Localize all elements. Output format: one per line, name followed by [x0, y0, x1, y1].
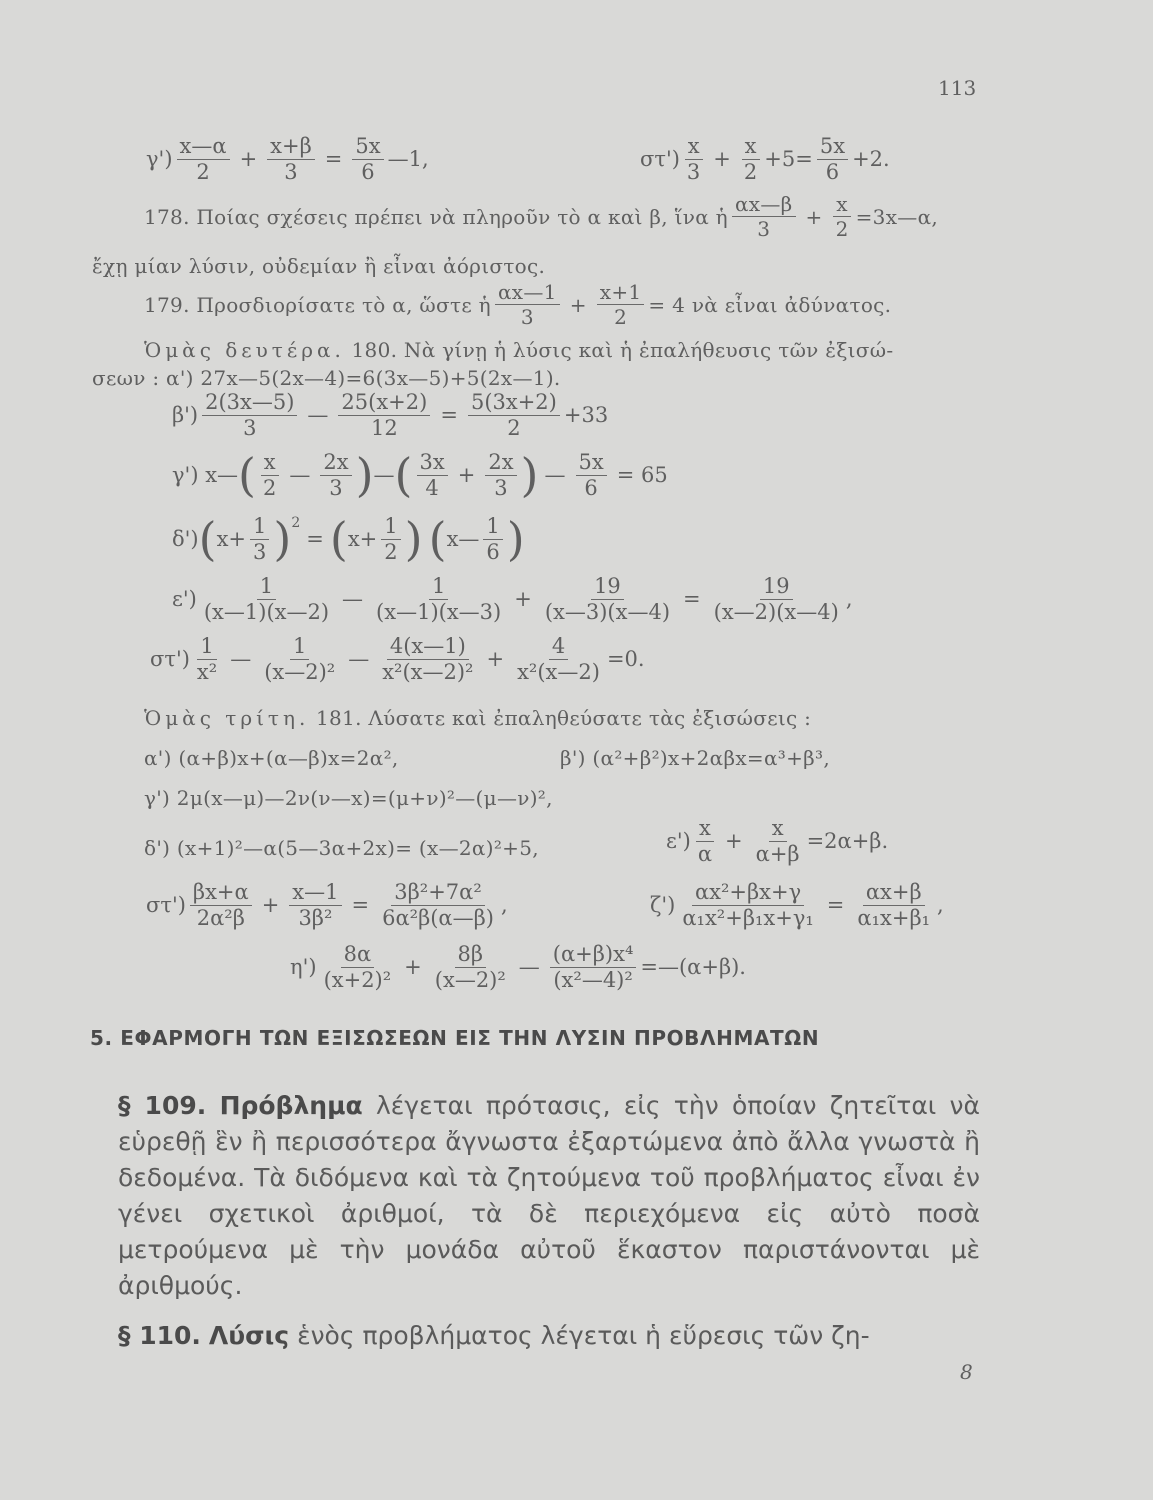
fraction: $\frac{1}{6}$	[483, 516, 502, 563]
section-number: § 110.	[118, 1321, 201, 1350]
fraction: $\frac{1}{\text{(x—2)²}}$	[264, 634, 336, 684]
paragraph-110: § 110. Λύσις ἑνὸς προβλήματος λέγεται ἡ εὕρεσις τῶν ζη-	[118, 1321, 870, 1350]
fraction: $\frac{2x}{3}$	[320, 452, 351, 499]
fraction: $\frac{5x}{6}$	[576, 452, 607, 499]
equation-181-epsilon: ε') $\frac{x}{\alpha}$ + $\frac{x}{\alpha+\beta}$ =2α+β.	[666, 816, 889, 866]
fraction: $\frac{19}{(x—3)(x—4)}$	[544, 574, 671, 624]
defined-term: Λύσις	[208, 1321, 290, 1350]
exercise-178: 178. Ποίας σχέσεις πρέπει νὰ πληροῦν τὸ α καὶ β, ἵνα ἡ $\frac{\alpha x—\beta}{3}$ + $\frac{x}{2}$ =3x—α,	[144, 192, 939, 241]
section-heading: 5. ΕΦΑΡΜΟΓΗ ΤΩΝ ΕΞΙΣΩΣΕΩΝ ΕΙΣ ΤΗΝ ΛΥΣΙΝ ΠΡΟΒΛΗΜΑΤΩΝ	[90, 1026, 820, 1050]
equation-181-delta: δ') (x+1)²—α(5—3α+2x)= (x—2α)²+5,	[144, 836, 539, 860]
equation-181-alpha: α') (α+β)x+(α—β)x=2α²,	[144, 746, 399, 770]
fraction: $\frac{\beta x+\alpha}{\text{2α²β}}$	[190, 882, 252, 929]
equation-180-delta: δ') ( x+ $\frac{1}{3}$ ) $^2$ = ( x+ $\frac{1}{2}$ ) ( x— $\frac{1}{6}$ )	[172, 512, 525, 567]
fraction: $\frac{8\alpha}{\text{(x+2)²}}$	[323, 942, 392, 992]
fraction: $\frac{x—1}{\text{3β²}}$	[289, 882, 341, 929]
fraction: $\frac{x}{2}$	[260, 452, 279, 499]
equation-180-sigmatau: στ') $\frac{1}{\text{x²}}$ — $\frac{1}{\text{(x—2)²}}$ — $\frac{4(x—1)}{\text{x²(x—2)²}}$ + $\frac{4}{\text{x²(x—2)}}$ =0.	[150, 634, 645, 684]
fraction: $\frac{4(x—1)}{\text{x²(x—2)²}}$	[382, 634, 474, 684]
fraction: $\frac{1}{(x—1)(x—2)}$	[203, 574, 330, 624]
fraction: $\frac{5(3x+2)}{2}$	[468, 392, 560, 439]
defined-term: Πρόβλημα	[219, 1091, 363, 1120]
group-2-line2: σεων : α') 27x—5(2x—4)=6(3x—5)+5(2x—1).	[92, 366, 561, 390]
fraction: $\frac{1}{2}$	[381, 516, 400, 563]
section-number: § 109.	[118, 1091, 207, 1120]
fraction: $\frac{4}{\text{x²(x—2)}}$	[517, 634, 600, 684]
fraction: $\frac{2x}{3}$	[485, 452, 516, 499]
fraction: $\frac{1}{3}$	[250, 516, 269, 563]
fraction: $\frac{5x}{6}$	[817, 136, 848, 183]
equation-180-epsilon: ε') $\frac{1}{(x—1)(x—2)}$ — $\frac{1}{(x—1)(x—3)}$ + $\frac{19}{(x—3)(x—4)}$ = $\frac{19}{(x—2)(x—4)}$ ,	[172, 574, 853, 624]
fraction: $\frac{\text{αx²+βx+γ}}{\text{α₁x²+β₁x+γ₁}}$	[682, 880, 814, 930]
equation-181-beta: β') (α²+β²)x+2αβx=α³+β³,	[560, 746, 830, 770]
equation-181-gamma: γ') 2μ(x—μ)—2ν(ν—x)=(μ+ν)²—(μ—ν)²,	[144, 786, 553, 810]
fraction: $\frac{x}{2}$	[833, 194, 852, 239]
fraction: $\frac{19}{(x—2)(x—4)}$	[713, 574, 839, 624]
equation-181-zeta: ζ') $\frac{\text{αx²+βx+γ}}{\text{α₁x²+β₁x+γ₁}}$ = $\frac{\alpha x+\beta}{\text{α₁x+β₁}}$ ,	[650, 880, 944, 930]
equation-181-sigmatau: στ') $\frac{\beta x+\alpha}{\text{2α²β}}$ + $\frac{x—1}{\text{3β²}}$ = $\frac{\text{3β²+7α²}}{\text{6α²β(α—β)}}$ ,	[146, 880, 508, 930]
exercise-179: 179. Προσδιορίσατε τὸ α, ὥστε ἡ $\frac{\alpha x—1}{3}$ + $\frac{x+1}{2}$ = 4 νὰ εἶναι ἀδύνατος.	[144, 280, 892, 329]
fraction: $\frac{\alpha x—\beta}{3}$	[732, 194, 796, 239]
fraction: $\frac{x}{\alpha+\beta}$	[755, 816, 800, 866]
group-3-line: Ὁμὰς τρίτη. 181. Λύσατε καὶ ἐπαληθεύσατε τὰς ἐξισώσεις :	[144, 706, 812, 730]
fraction: $\frac{3x}{4}$	[417, 452, 448, 499]
fraction: $\frac{\alpha x+\beta}{\text{α₁x+β₁}}$	[857, 880, 931, 930]
equation-180-gamma: γ') x— ( $\frac{x}{2}$ — $\frac{2x}{3}$ ) — ( $\frac{3x}{4}$ + $\frac{2x}{3}$ ) — $\frac{5x}{6}$ = 65	[172, 448, 668, 503]
fraction: $\frac{\text{(α+β)x⁴}}{\text{(x²—4)²}}$	[550, 944, 637, 991]
fraction: $\frac{x+\beta}{3}$	[267, 136, 315, 183]
fraction: $\frac{25(x+2)}{12}$	[338, 392, 430, 439]
equation-180-beta: β') $\frac{2(3x—5)}{3}$ — $\frac{25(x+2)}{12}$ = $\frac{5(3x+2)}{2}$ +33	[172, 390, 609, 440]
fraction: $\frac{1}{\text{x²}}$	[196, 634, 218, 684]
fraction: $\frac{x}{\alpha}$	[697, 816, 713, 866]
fraction: $\frac{2(3x—5)}{3}$	[202, 392, 297, 439]
fraction: $\frac{x+1}{2}$	[597, 282, 645, 327]
group-2-line1: Ὁμὰς δευτέρα. 180. Νὰ γίνῃ ἡ λύσις καὶ ἡ ἐπαλήθευσις τῶν ἐξισώ-	[144, 338, 894, 362]
fraction: $\frac{x}{2}$	[741, 136, 760, 183]
fraction: $\frac{x}{3}$	[684, 136, 703, 183]
equation-177-gamma: γ') $\frac{x—\alpha}{2}$ + $\frac{x+\beta}{3}$ = $\frac{5x}{6}$ —1,	[146, 134, 429, 184]
fraction: $\frac{5x}{6}$	[352, 136, 383, 183]
fraction: $\frac{1}{(x—1)(x—3)}$	[376, 574, 502, 624]
paragraph-109: § 109. Πρόβλημα λέγεται πρότασις, εἰς τὴν ὁποίαν ζητεῖται νὰ εὑρεθῇ ἓν ἢ περισσότερα ἄγνωστα ἐξαρτώμενα ἀπὸ ἄλλα γνωστὰ ἢ δεδομένα. Τὰ διδόμενα καὶ τὰ ζητούμενα τοῦ προβλήματος εἶναι ἐν γένει σχετικοὶ ἀριθμοί, τὰ δὲ περιεχόμενα εἰς αὐτὸ ποσὰ μετρούμενα μὲ τὴν μονάδα αὐτοῦ ἕκαστον παριστάνονται μὲ ἀριθμούς.	[118, 1091, 981, 1300]
fraction: $\frac{\alpha x—1}{3}$	[495, 282, 560, 327]
signature-mark: 8	[960, 1360, 973, 1384]
exercise-178-line2: ἔχῃ μίαν λύσιν, οὐδεμίαν ἢ εἶναι ἀόριστος.	[92, 254, 546, 278]
fraction: $\frac{8\beta}{\text{(x—2)²}}$	[434, 942, 506, 992]
equation-181-eta: η') $\frac{8\alpha}{\text{(x+2)²}}$ + $\frac{8\beta}{\text{(x—2)²}}$ — $\frac{\text{(α+β)x⁴}}{\text{(x²—4)²}}$ =—(α+β).	[290, 942, 746, 992]
fraction: $\frac{x—\alpha}{2}$	[177, 136, 230, 183]
fraction: $\frac{\text{3β²+7α²}}{\text{6α²β(α—β)}}$	[382, 880, 494, 930]
page-number: 113	[938, 76, 977, 100]
equation-177-sigmatau: στ') $\frac{x}{3}$ + $\frac{x}{2}$ +5= $\frac{5x}{6}$ +2.	[640, 134, 890, 184]
